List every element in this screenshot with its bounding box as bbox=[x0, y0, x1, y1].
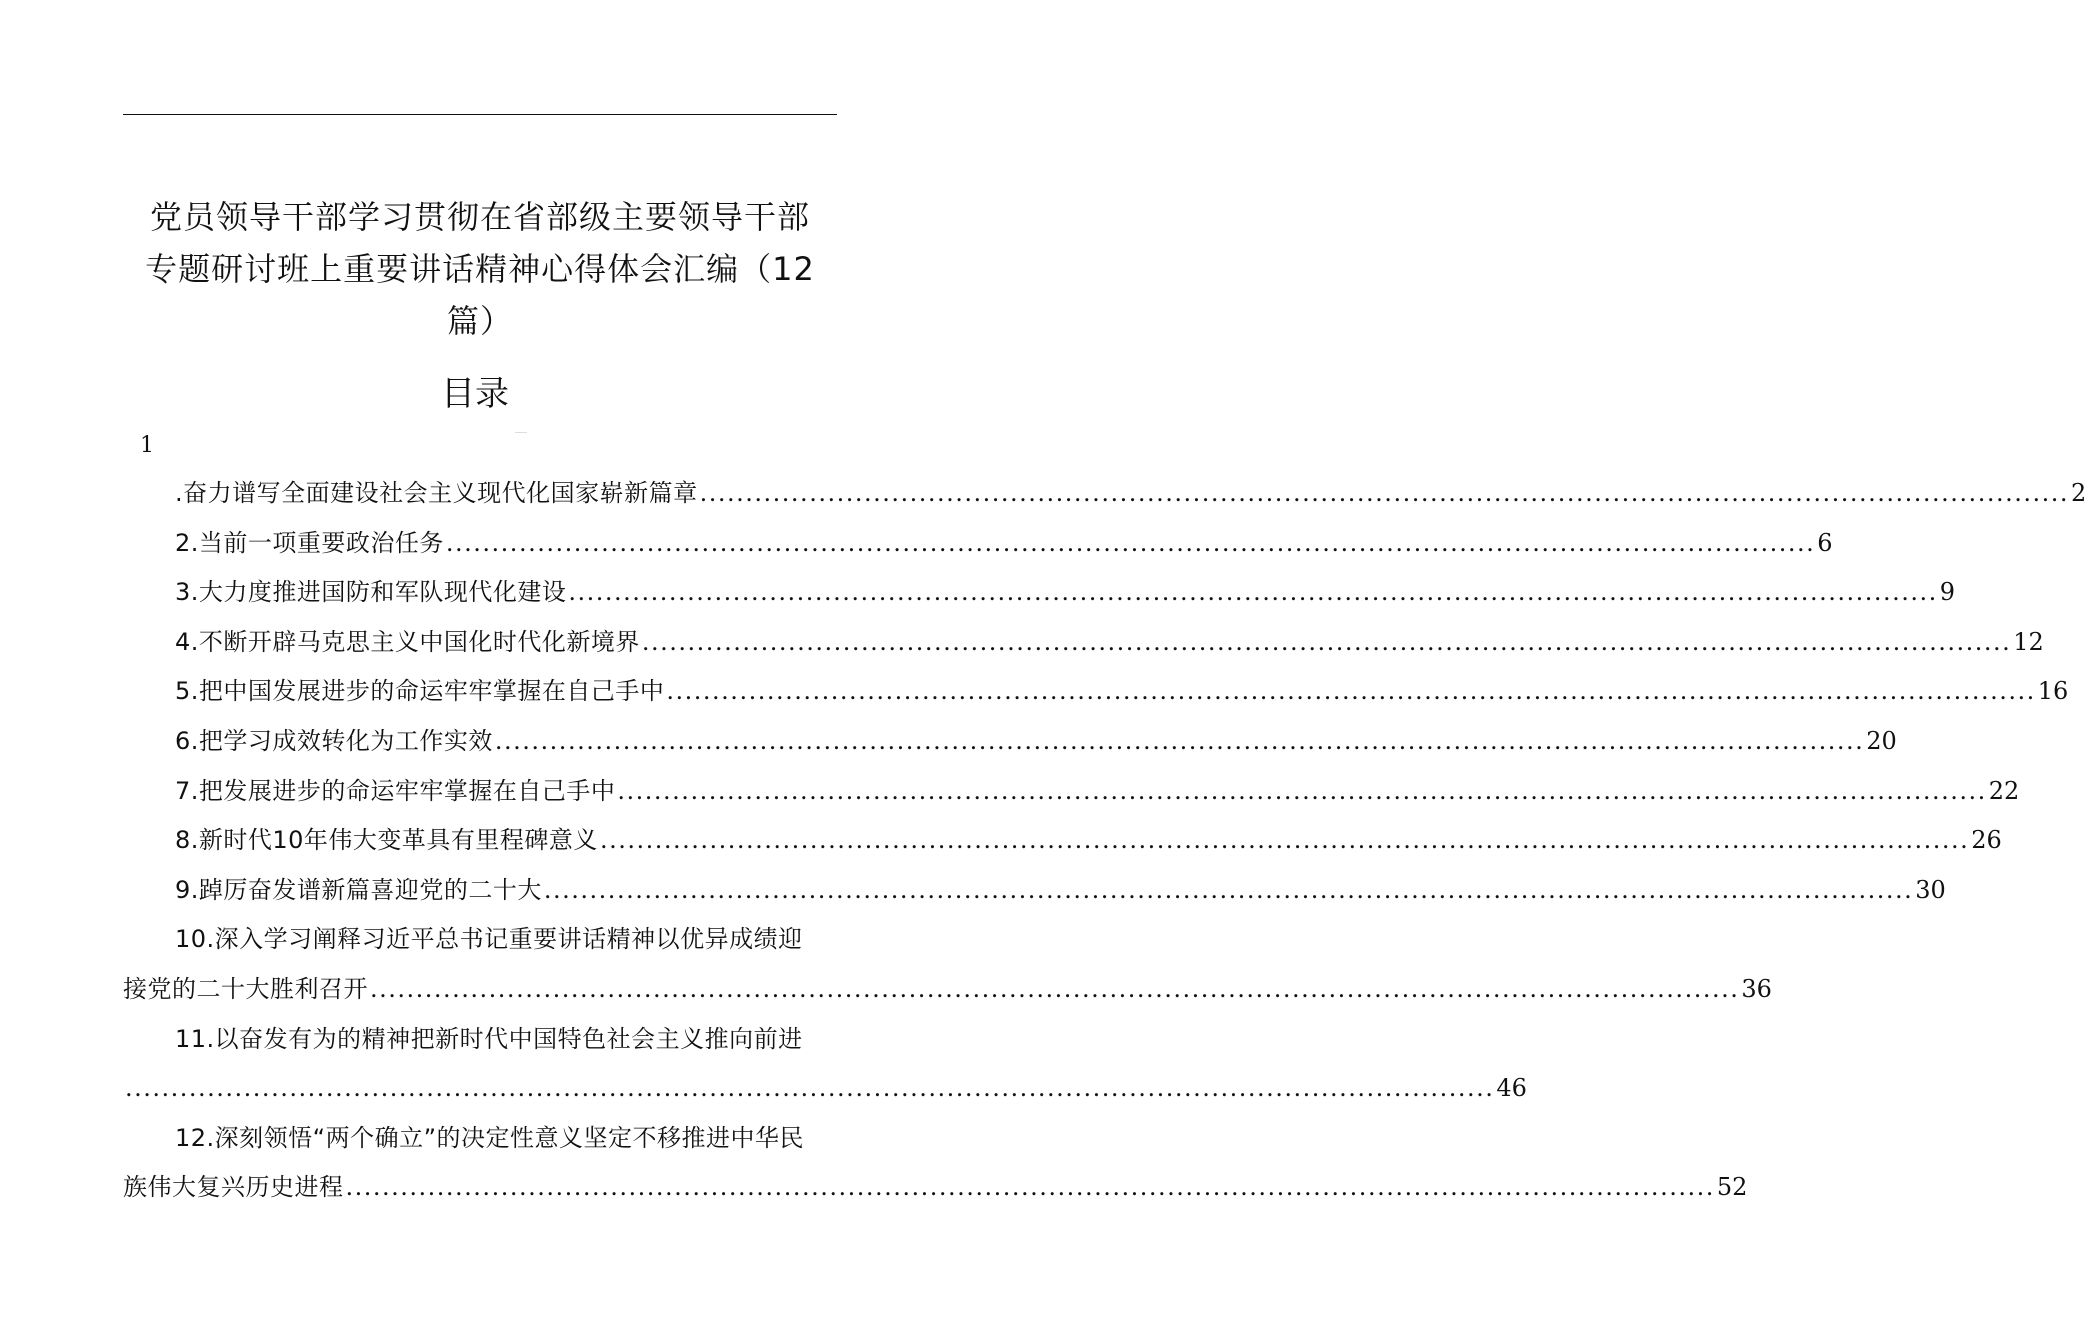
toc-heading: 目录 bbox=[441, 374, 509, 414]
title-line-1: 党员领导干部学习贯彻在省部级主要领导干部 bbox=[149, 198, 810, 237]
toc-entry-10-line-2[interactable] bbox=[123, 965, 1772, 1015]
toc-entry-label: 10.深入学习阐释习近平总书记重要讲话精神以优异成绩迎 bbox=[175, 925, 803, 954]
toc-leader-dots: ...................................................................................................................................................... bbox=[699, 479, 2069, 507]
toc-entry-page: 22 bbox=[1988, 776, 2020, 805]
toc-entry-2[interactable] bbox=[123, 519, 1833, 569]
title-line-3: 篇） bbox=[446, 302, 513, 341]
toc-entry-page: 6 bbox=[1817, 528, 1833, 557]
toc-entry-label: 4.不断开辟马克思主义中国化时代化新境界 bbox=[175, 627, 640, 656]
toc-entry-9[interactable] bbox=[123, 866, 1946, 916]
toc-entry-5[interactable] bbox=[123, 667, 2069, 717]
toc-entry-label: .奋力谱写全面建设社会主义现代化国家崭新篇章 bbox=[175, 479, 698, 507]
title-line-2: 专题研讨班上重要讲话精神心得体会汇编（12 bbox=[145, 250, 815, 289]
table-of-contents bbox=[123, 469, 2086, 1213]
toc-entry-label: 9.踔厉奋发谱新篇喜迎党的二十大 bbox=[175, 875, 542, 904]
header-rule bbox=[123, 114, 837, 115]
toc-entry-page: 9 bbox=[1939, 578, 1956, 607]
toc-entry-10-line-1[interactable] bbox=[123, 915, 837, 965]
toc-leading-number: 1 bbox=[140, 433, 154, 458]
toc-entry-label: 2.当前一项重要政治任务 bbox=[175, 528, 444, 557]
toc-entry-page: 26 bbox=[1971, 826, 2002, 855]
toc-entry-11-line-1[interactable] bbox=[123, 1015, 837, 1065]
toc-leader-dots: ...................................................................................................................................................... bbox=[666, 677, 2036, 706]
toc-entry-label: 8.新时代10年伟大变革具有里程碑意义 bbox=[175, 826, 598, 855]
toc-entry-label-continued: 接党的二十大胜利召开 bbox=[123, 974, 368, 1003]
toc-entry-3[interactable] bbox=[123, 568, 1956, 618]
toc-leader-dots: ...................................................................................................................................................... bbox=[445, 528, 1816, 557]
toc-entry-label: 6.把学习成效转化为工作实效 bbox=[175, 726, 493, 755]
toc-entry-page: 16 bbox=[2037, 677, 2069, 706]
toc-leader-dots: ...................................................................................................................................................... bbox=[543, 875, 1914, 904]
toc-leader-dots: ...................................................................................................................................................... bbox=[641, 627, 2012, 656]
toc-entry-7[interactable] bbox=[123, 767, 2020, 817]
toc-leader-dots: ...................................................................................................................................................... bbox=[599, 826, 1970, 855]
toc-entry-8[interactable] bbox=[123, 816, 2002, 866]
toc-entry-page: 30 bbox=[1915, 875, 1946, 904]
toc-entry-label: 5.把中国发展进步的命运牢牢掌握在自己手中 bbox=[175, 677, 665, 706]
toc-entry-page: 36 bbox=[1741, 974, 1772, 1003]
toc-entry-11-line-2[interactable] bbox=[123, 1064, 1527, 1114]
toc-entry-label: 3.大力度推进国防和军队现代化建设 bbox=[175, 578, 567, 607]
toc-entry-page: 46 bbox=[1496, 1074, 1527, 1103]
toc-leader-dots: ...................................................................................................................................................... bbox=[494, 726, 1865, 755]
toc-entry-page: 20 bbox=[1866, 726, 1897, 755]
toc-entry-12-line-1[interactable] bbox=[123, 1114, 837, 1164]
toc-entry-page: 2 bbox=[2070, 479, 2086, 507]
document-title bbox=[110, 191, 850, 347]
toc-leader-dots: ...................................................................................................................................................... bbox=[568, 578, 1938, 607]
toc-heading-underline bbox=[515, 432, 527, 433]
toc-entry-4[interactable] bbox=[123, 618, 2044, 668]
toc-leader-dots: ...................................................................................................................................................... bbox=[345, 1173, 1715, 1202]
toc-entry-label: 12.深刻领悟“两个确立”的决定性意义坚定不移推进中华民 bbox=[175, 1123, 805, 1152]
toc-leader-dots: ...................................................................................................................................................... bbox=[370, 974, 1740, 1003]
toc-leader-dots: ...................................................................................................................................................... bbox=[125, 1074, 1495, 1103]
toc-entry-1[interactable] bbox=[123, 469, 2086, 519]
toc-entry-label-continued: 族伟大复兴历史进程 bbox=[123, 1173, 344, 1202]
toc-entry-page: 52 bbox=[1716, 1173, 1748, 1202]
toc-leader-dots: ...................................................................................................................................................... bbox=[617, 776, 1987, 805]
toc-entry-label: 7.把发展进步的命运牢牢掌握在自己手中 bbox=[175, 776, 616, 805]
toc-entry-page: 12 bbox=[2013, 627, 2044, 656]
toc-entry-12-line-2[interactable] bbox=[123, 1163, 1748, 1213]
toc-entry-6[interactable] bbox=[123, 717, 1897, 767]
toc-entry-label: 11.以奋发有为的精神把新时代中国特色社会主义推向前进 bbox=[175, 1024, 803, 1053]
